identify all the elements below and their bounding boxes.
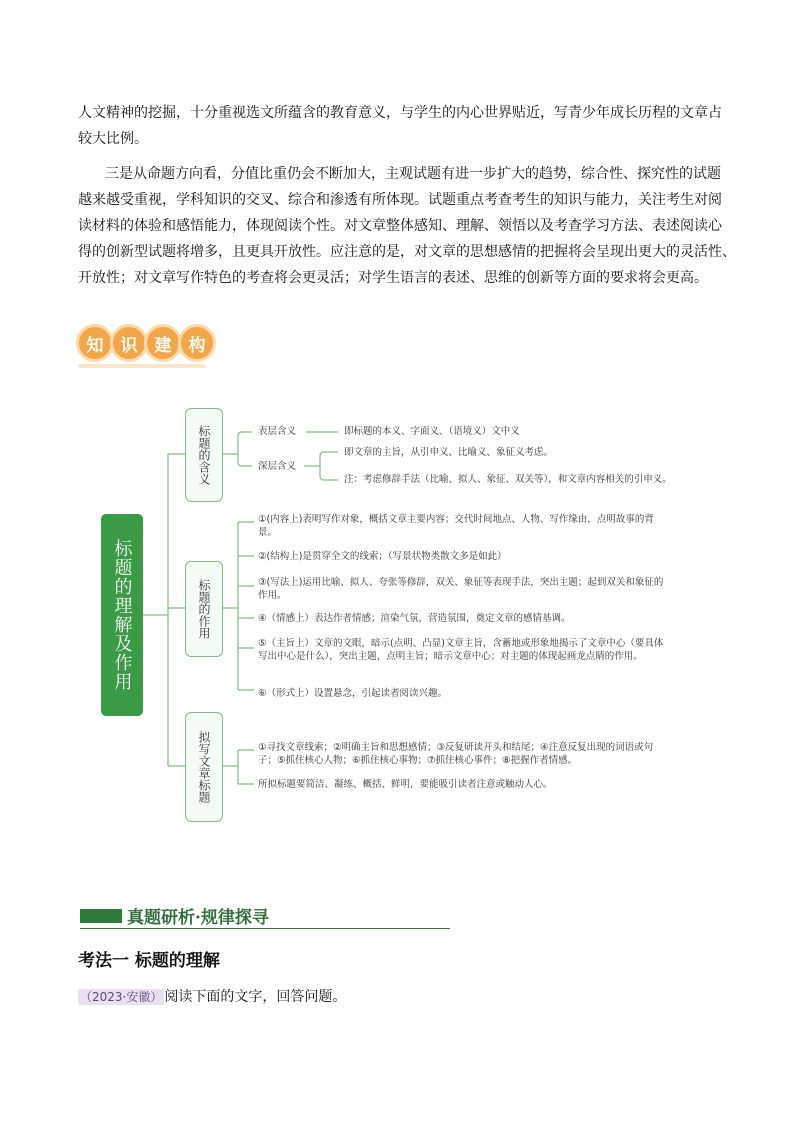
function-item: ⑥（形式上）设置悬念，引起读者阅读兴趣。	[258, 688, 448, 699]
question-intro	[78, 986, 346, 1006]
function-item: ①(内容上)表明写作对象，概括文章主要内容；交代时间地点、人物、写作缘由，点明故事的背景。	[258, 514, 654, 538]
badge-char: 建	[144, 324, 182, 362]
function-item: ④（情感上）表达作者情感；渲染气氛，营造氛围，奠定文章的感情基调。	[258, 613, 571, 624]
connector	[238, 436, 252, 466]
node-draft-title: 拟写文章标题	[185, 712, 223, 822]
deep-meaning-label: 深层含义	[258, 461, 297, 472]
draft-item: 所拟标题要简洁、凝练、概括、鲜明，要能吸引读者注意或触动人心。	[258, 779, 553, 790]
text-line: 开放性；对文章写作特色的考查将会更灵活；对学生语言的表述、思维的创新等方面的要求将会更高。	[78, 270, 708, 286]
text-line: 较大比例。	[78, 131, 148, 147]
function-item: ⑤（主旨上）文章的文眼，暗示(点明、凸显)文章主旨，含蓄地或形象地揭示了文章中心（要具体写出中心是什么），突出主题，点明主旨；暗示文章中心；对主题的体现起画龙点睛的作用。	[258, 638, 664, 662]
node-title-meaning: 标题的含义	[185, 408, 223, 502]
section-heading: 真题研析·规律探寻	[127, 908, 269, 928]
draft-item: ①寻找文章线索；②明确主旨和思想感情；③反复研读开头和结尾；④注意反复出现的词语或句子；⑤抓住核心人物；⑥抓住核心事物；⑦抓住核心事件；⑧把握作者情感。	[258, 742, 654, 766]
connector	[320, 452, 338, 456]
section-heading-bar	[80, 909, 122, 923]
text-line: 得的创新型试题将增多，且更具开放性。应注意的是，对文章的思想感情的把握将会呈现出更大的灵活性、	[78, 244, 736, 260]
node-title-function: 标题的作用	[185, 561, 223, 657]
function-item: ②(结构上)是贯穿全文的线索；（写景状物类散文多是如此）	[258, 551, 507, 562]
connector	[320, 456, 338, 480]
method-title: 考法一 标题的理解	[78, 951, 220, 971]
section-heading-rule	[80, 928, 450, 929]
badge-char: 知	[76, 324, 114, 362]
question-source-tag: （2023·安徽）	[80, 990, 163, 1004]
surface-meaning-text: 即标题的本义、字面义、（语境义）文中义	[344, 426, 520, 437]
text-line: 读材料的体验和感悟能力，体现阅读个性。对文章整体感知、理解、领悟以及考查学习方法、表述阅读心	[78, 218, 722, 234]
connector	[238, 432, 252, 436]
deep-meaning-text-2: 注：考虑修辞手法（比喻、拟人、象征、双关等），和文章内容相关的引申义。	[344, 474, 672, 485]
function-item: ③(写法上)运用比喻、拟人、夸张等修辞，双关、象征等表现手法，突出主题；起到双关和象征的作用。	[258, 577, 664, 601]
text-line: 人文精神的挖掘，十分重视选文所蕴含的教育意义，与学生的内心世界贴近，写青少年成长历程的文章占	[78, 105, 722, 121]
deep-meaning-text-1: 即文章的主旨，从引申义、比喻义、象征义考虑。	[344, 447, 554, 458]
mindmap-root: 标题的理解及作用	[101, 514, 143, 716]
text-line: 越来越受重视，学科知识的交叉、综合和渗透有所体现。试题重点考查考生的知识与能力，关注考生对阅	[78, 192, 722, 208]
surface-meaning-label: 表层含义	[258, 426, 297, 437]
text-line: 三是从命题方向看，分值比重仍会不断加大，主观试题有进一步扩大的趋势，综合性、探究性的试题	[105, 166, 721, 182]
badge-char: 识	[110, 324, 148, 362]
badge-char: 构	[178, 324, 216, 362]
question-text: 阅读下面的文字，回答问题。	[164, 989, 347, 1005]
